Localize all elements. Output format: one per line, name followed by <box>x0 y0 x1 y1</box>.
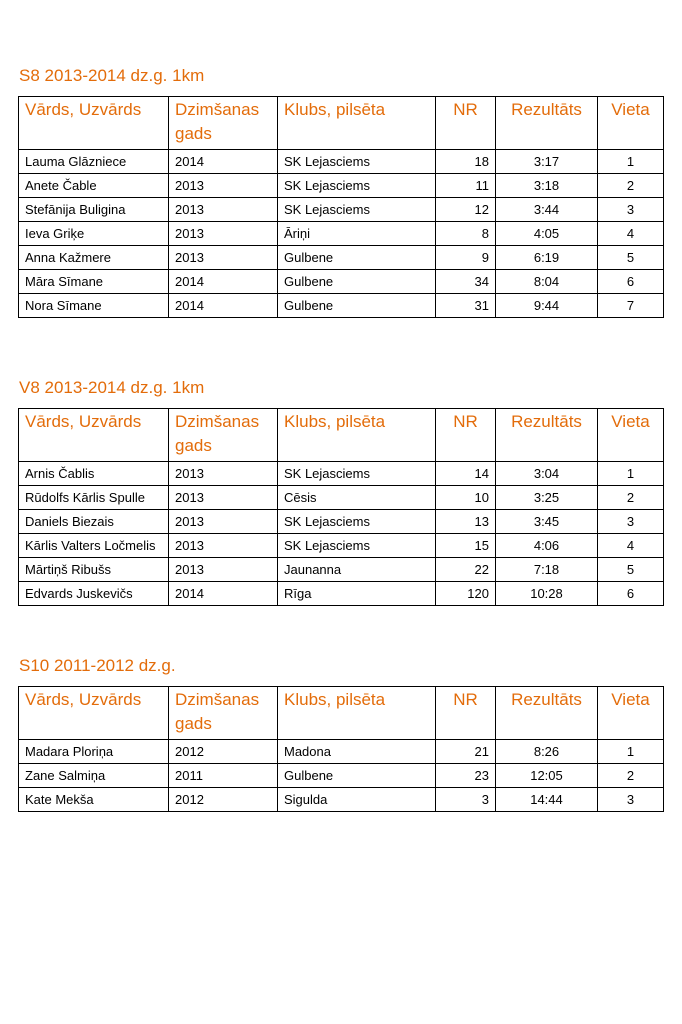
cell-place: 3 <box>598 510 664 534</box>
cell-result: 3:17 <box>496 150 598 174</box>
table-row <box>19 486 664 510</box>
cell-name: Zane Salmiņa <box>19 764 169 788</box>
cell-place: 2 <box>598 486 664 510</box>
header-nr: NR <box>436 687 496 740</box>
cell-place: 1 <box>598 150 664 174</box>
cell-place: 3 <box>598 788 664 812</box>
cell-nr: 13 <box>436 510 496 534</box>
header-result: Rezultāts <box>496 409 598 462</box>
cell-year: 2013 <box>169 534 278 558</box>
cell-nr: 8 <box>436 222 496 246</box>
table-header-row <box>19 97 664 150</box>
cell-nr: 22 <box>436 558 496 582</box>
header-nr: NR <box>436 409 496 462</box>
cell-name: Ieva Griķe <box>19 222 169 246</box>
cell-nr: 18 <box>436 150 496 174</box>
cell-place: 5 <box>598 558 664 582</box>
cell-place: 6 <box>598 270 664 294</box>
cell-year: 2013 <box>169 462 278 486</box>
cell-result: 4:05 <box>496 222 598 246</box>
cell-place: 1 <box>598 740 664 764</box>
table-row <box>19 582 664 606</box>
cell-nr: 11 <box>436 174 496 198</box>
cell-year: 2013 <box>169 198 278 222</box>
header-result: Rezultāts <box>496 687 598 740</box>
cell-year: 2014 <box>169 582 278 606</box>
results-table <box>18 408 664 606</box>
cell-name: Kārlis Valters Ločmelis <box>19 534 169 558</box>
cell-result: 3:04 <box>496 462 598 486</box>
cell-club: SK Lejasciems <box>278 534 436 558</box>
cell-result: 12:05 <box>496 764 598 788</box>
cell-club: Gulbene <box>278 764 436 788</box>
header-result: Rezultāts <box>496 97 598 150</box>
cell-name: Madara Ploriņa <box>19 740 169 764</box>
table-row <box>19 150 664 174</box>
cell-club: SK Lejasciems <box>278 462 436 486</box>
cell-club: Sigulda <box>278 788 436 812</box>
results-section-v8 <box>18 378 663 606</box>
cell-year: 2013 <box>169 174 278 198</box>
cell-name: Stefānija Buligina <box>19 198 169 222</box>
cell-result: 8:26 <box>496 740 598 764</box>
header-place: Vieta <box>598 409 664 462</box>
cell-name: Rūdolfs Kārlis Spulle <box>19 486 169 510</box>
table-header-row <box>19 687 664 740</box>
cell-result: 6:19 <box>496 246 598 270</box>
cell-year: 2014 <box>169 150 278 174</box>
cell-result: 3:25 <box>496 486 598 510</box>
header-name: Vārds, Uzvārds <box>19 97 169 150</box>
cell-result: 3:45 <box>496 510 598 534</box>
header-name: Vārds, Uzvārds <box>19 409 169 462</box>
table-row <box>19 294 664 318</box>
section-title: S10 2011-2012 dz.g. <box>19 656 176 675</box>
cell-nr: 3 <box>436 788 496 812</box>
cell-place: 7 <box>598 294 664 318</box>
cell-name: Māra Sīmane <box>19 270 169 294</box>
cell-club: SK Lejasciems <box>278 174 436 198</box>
header-place: Vieta <box>598 97 664 150</box>
cell-name: Anna Kažmere <box>19 246 169 270</box>
cell-name: Arnis Čablis <box>19 462 169 486</box>
table-header-row <box>19 409 664 462</box>
table-row <box>19 462 664 486</box>
cell-club: Gulbene <box>278 270 436 294</box>
cell-place: 1 <box>598 462 664 486</box>
cell-result: 4:06 <box>496 534 598 558</box>
cell-club: Āriņi <box>278 222 436 246</box>
header-club: Klubs, pilsēta <box>278 687 436 740</box>
cell-year: 2012 <box>169 788 278 812</box>
table-row <box>19 764 664 788</box>
cell-result: 3:44 <box>496 198 598 222</box>
cell-club: SK Lejasciems <box>278 510 436 534</box>
header-name: Vārds, Uzvārds <box>19 687 169 740</box>
cell-place: 2 <box>598 764 664 788</box>
cell-year: 2012 <box>169 740 278 764</box>
cell-nr: 120 <box>436 582 496 606</box>
cell-nr: 21 <box>436 740 496 764</box>
header-nr: NR <box>436 97 496 150</box>
cell-nr: 12 <box>436 198 496 222</box>
cell-club: SK Lejasciems <box>278 198 436 222</box>
cell-name: Mārtiņš Ribušs <box>19 558 169 582</box>
cell-club: Cēsis <box>278 486 436 510</box>
table-row <box>19 788 664 812</box>
header-year: Dzimšanas gads <box>169 687 278 740</box>
cell-nr: 23 <box>436 764 496 788</box>
cell-place: 4 <box>598 534 664 558</box>
header-year: Dzimšanas gads <box>169 409 278 462</box>
table-row <box>19 198 664 222</box>
results-table <box>18 686 664 812</box>
table-row <box>19 558 664 582</box>
cell-club: Jaunanna <box>278 558 436 582</box>
cell-name: Anete Čable <box>19 174 169 198</box>
cell-club: Gulbene <box>278 294 436 318</box>
table-row <box>19 270 664 294</box>
cell-result: 3:18 <box>496 174 598 198</box>
cell-year: 2014 <box>169 270 278 294</box>
table-row <box>19 246 664 270</box>
cell-year: 2014 <box>169 294 278 318</box>
cell-place: 2 <box>598 174 664 198</box>
cell-result: 14:44 <box>496 788 598 812</box>
results-section-s10 <box>18 656 663 812</box>
cell-club: Gulbene <box>278 246 436 270</box>
cell-year: 2011 <box>169 764 278 788</box>
table-row <box>19 740 664 764</box>
cell-year: 2013 <box>169 558 278 582</box>
cell-nr: 14 <box>436 462 496 486</box>
header-place: Vieta <box>598 687 664 740</box>
cell-name: Daniels Biezais <box>19 510 169 534</box>
results-table <box>18 96 664 318</box>
cell-club: SK Lejasciems <box>278 150 436 174</box>
cell-name: Lauma Glāzniece <box>19 150 169 174</box>
cell-result: 10:28 <box>496 582 598 606</box>
cell-club: Rīga <box>278 582 436 606</box>
cell-name: Nora Sīmane <box>19 294 169 318</box>
cell-year: 2013 <box>169 486 278 510</box>
cell-nr: 10 <box>436 486 496 510</box>
cell-year: 2013 <box>169 510 278 534</box>
cell-nr: 9 <box>436 246 496 270</box>
cell-club: Madona <box>278 740 436 764</box>
cell-name: Edvards Juskevičs <box>19 582 169 606</box>
cell-result: 8:04 <box>496 270 598 294</box>
cell-year: 2013 <box>169 222 278 246</box>
cell-nr: 15 <box>436 534 496 558</box>
table-row <box>19 222 664 246</box>
table-row <box>19 534 664 558</box>
cell-place: 6 <box>598 582 664 606</box>
cell-result: 7:18 <box>496 558 598 582</box>
cell-result: 9:44 <box>496 294 598 318</box>
cell-name: Kate Mekša <box>19 788 169 812</box>
cell-place: 3 <box>598 198 664 222</box>
header-club: Klubs, pilsēta <box>278 97 436 150</box>
cell-nr: 31 <box>436 294 496 318</box>
results-section-s8 <box>18 66 663 318</box>
header-year: Dzimšanas gads <box>169 97 278 150</box>
section-title: V8 2013-2014 dz.g. 1km <box>19 378 205 397</box>
table-row <box>19 174 664 198</box>
cell-nr: 34 <box>436 270 496 294</box>
header-club: Klubs, pilsēta <box>278 409 436 462</box>
table-row <box>19 510 664 534</box>
section-title: S8 2013-2014 dz.g. 1km <box>19 66 205 85</box>
cell-place: 5 <box>598 246 664 270</box>
cell-year: 2013 <box>169 246 278 270</box>
cell-place: 4 <box>598 222 664 246</box>
